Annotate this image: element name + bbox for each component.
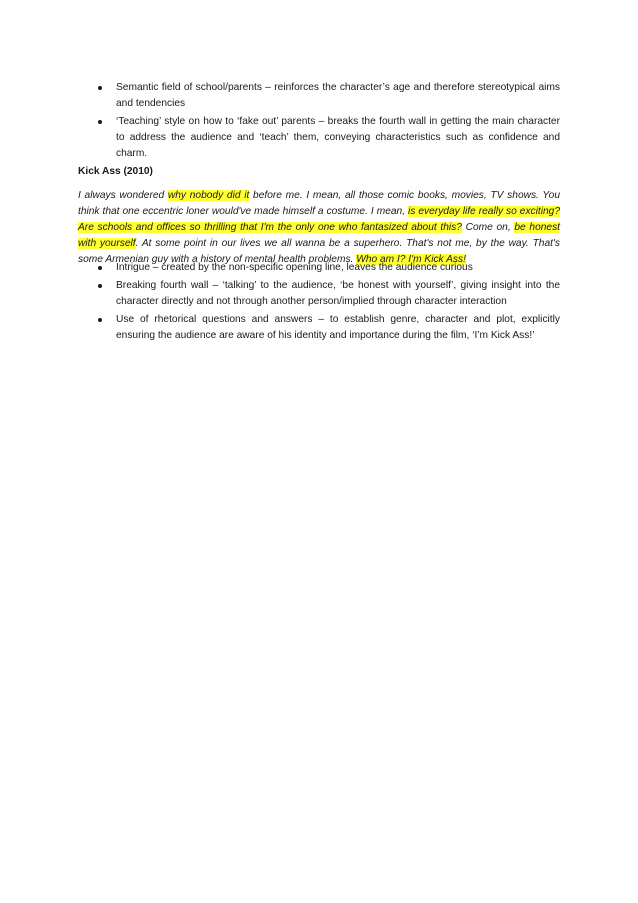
bullet-text: Intrigue – created by the non-specific opening line, leaves the audience curious (116, 262, 473, 273)
list-item (98, 114, 560, 162)
bullet-dot-icon (98, 86, 102, 90)
bullet-dot-icon (98, 284, 102, 288)
quote-text: . At some point in our lives we all wanna be a superhero. That's not me, by the way. That's some Armenian guy with a history of mental health problems. (78, 238, 560, 265)
bullet-text: Breaking fourth wall – ‘talking’ to the audience, ‘be honest with yourself’, giving insight into the character directly and not through another person/implied through character interaction (116, 280, 560, 307)
highlighted-phrase: be honest with yourself (78, 222, 560, 249)
quote-text: before me. I mean, all those comic books, movies, TV shows. You think that one eccentric loner would've made himself a costume. I mean, (78, 190, 560, 217)
bullet-dot-icon (98, 120, 102, 124)
analysis-bullet-list-2 (98, 260, 560, 346)
quote-text: Come on, (461, 222, 515, 233)
bullet-dot-icon (98, 318, 102, 322)
highlighted-phrase: why nobody did it (167, 190, 250, 201)
highlighted-phrase: Who am I? I'm Kick Ass! (356, 254, 466, 265)
analysis-bullet-list-1 (98, 80, 560, 164)
list-item (98, 260, 560, 276)
bullet-dot-icon (98, 266, 102, 270)
list-item (98, 80, 560, 112)
quote-text: I always wondered (78, 190, 168, 201)
bullet-text: Use of rhetorical questions and answers – to establish genre, character and plot, explicitly ensuring the audience are aware of his identity and importance during the film, ‘I’m Kick Ass!’ (116, 314, 560, 341)
list-item (98, 278, 560, 310)
list-item (98, 312, 560, 344)
bullet-text: ‘Teaching’ style on how to ‘fake out’ parents – breaks the fourth wall in getting the main character to address the audience and ‘teach’ them, conveying characteristics such as confidence and charm. (116, 116, 560, 159)
film-quote (78, 188, 560, 268)
bullet-text: Semantic field of school/parents – reinforces the character’s age and therefore stereotypical aims and tendencies (116, 82, 560, 109)
section-heading: Kick Ass (2010) (78, 166, 153, 177)
highlighted-phrase: is everyday life really so exciting? Are schools and offices so thrilling that I'm the only one who fantasized about this? (78, 206, 561, 233)
